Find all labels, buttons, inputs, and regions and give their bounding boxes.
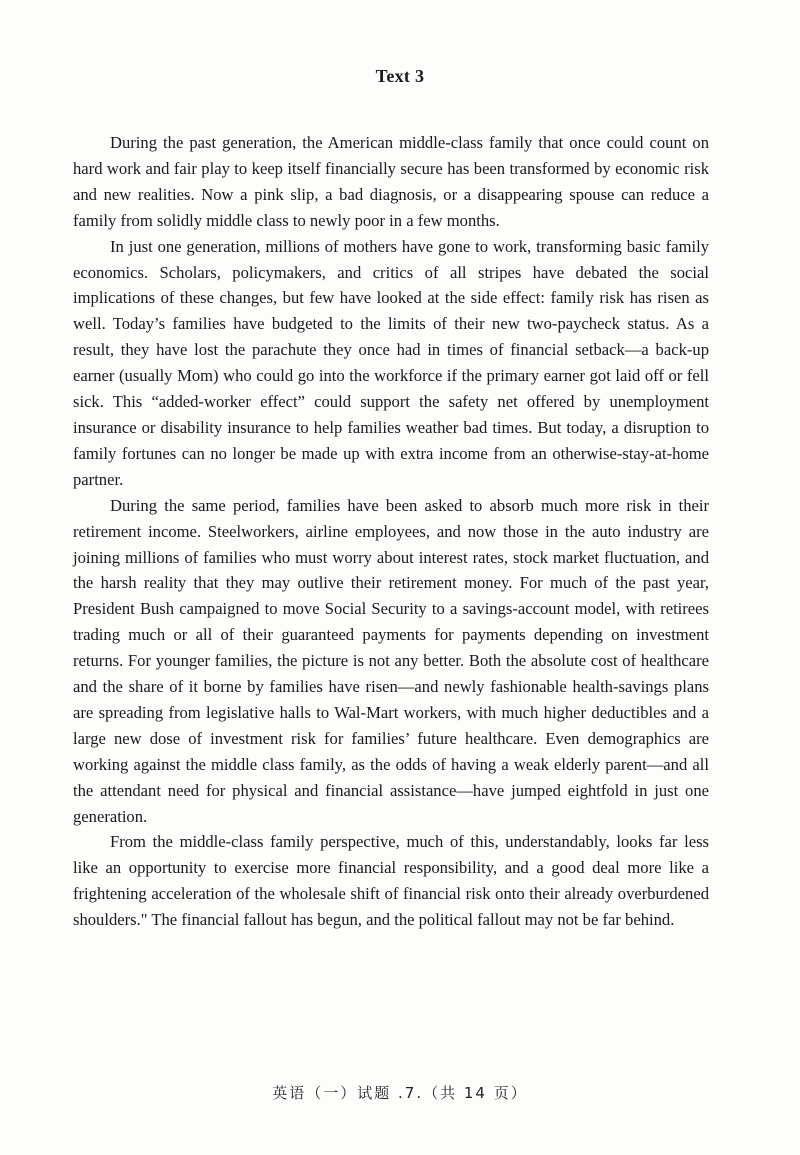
paragraph-2: In just one generation, millions of mothers have gone to work, transforming basic family economics. Scholars, policymakers, and critics of all stripes have debated the social implications of these changes, but few have looked at the side effect: family risk has risen as well. Today’s families have budgeted to the limits of their new two-paycheck status. As a result, they have lost the parachute they once had in times of financial setback—a back-up earner (usually Mom) who could go into the workforce if the primary earner got laid off or fell sick. This “added-worker effect” could support the safety net offered by unemployment insurance or disability insurance to help families weather bad times. But today, a disruption to family fortunes can no longer be made up with extra income from an otherwise-stay-at-home partner.: [73, 236, 709, 489]
passage-body: [73, 130, 709, 933]
paragraph-4: From the middle-class family perspective, much of this, understandably, looks far less like an opportunity to exercise more financial responsibility, and a good deal more like a frightening acceleration of the wholesale shift of financial risk onto their already overburdened shoulders." The financial fallout has begun, and the political fallout may not be far behind.: [73, 832, 709, 930]
section-title: Text 3: [375, 66, 425, 86]
page-footer: 英语（一）试题 .7.（共 14 页）: [272, 1084, 528, 1102]
paragraph-1: During the past generation, the American middle-class family that once could count on hard work and fair play to keep itself financially secure has been transformed by economic risk and new realities. Now a pink slip, a bad diagnosis, or a disappearing spouse can reduce a family from solidly middle class to newly poor in a few months.: [73, 133, 709, 230]
paragraph-3: During the same period, families have been asked to absorb much more risk in their retirement income. Steelworkers, airline employees, and now those in the auto industry are joining millions of families who must worry about interest rates, stock market fluctuation, and the harsh reality that they may outlive their retirement money. For much of the past year, President Bush campaigned to move Social Security to a savings-account model, with retirees trading much or all of their guaranteed payments for payments depending on investment returns. For younger families, the picture is not any better. Both the absolute cost of healthcare and the share of it borne by families have risen—and newly fashionable health-savings plans are spreading from legislative halls to Wal-Mart workers, with much higher deductibles and a large new dose of investment risk for families’ future healthcare. Even demographics are working against the middle class family, as the odds of having a weak elderly parent—and all the attendant need for physical and financial assistance—have jumped eightfold in just one generation.: [73, 495, 709, 826]
